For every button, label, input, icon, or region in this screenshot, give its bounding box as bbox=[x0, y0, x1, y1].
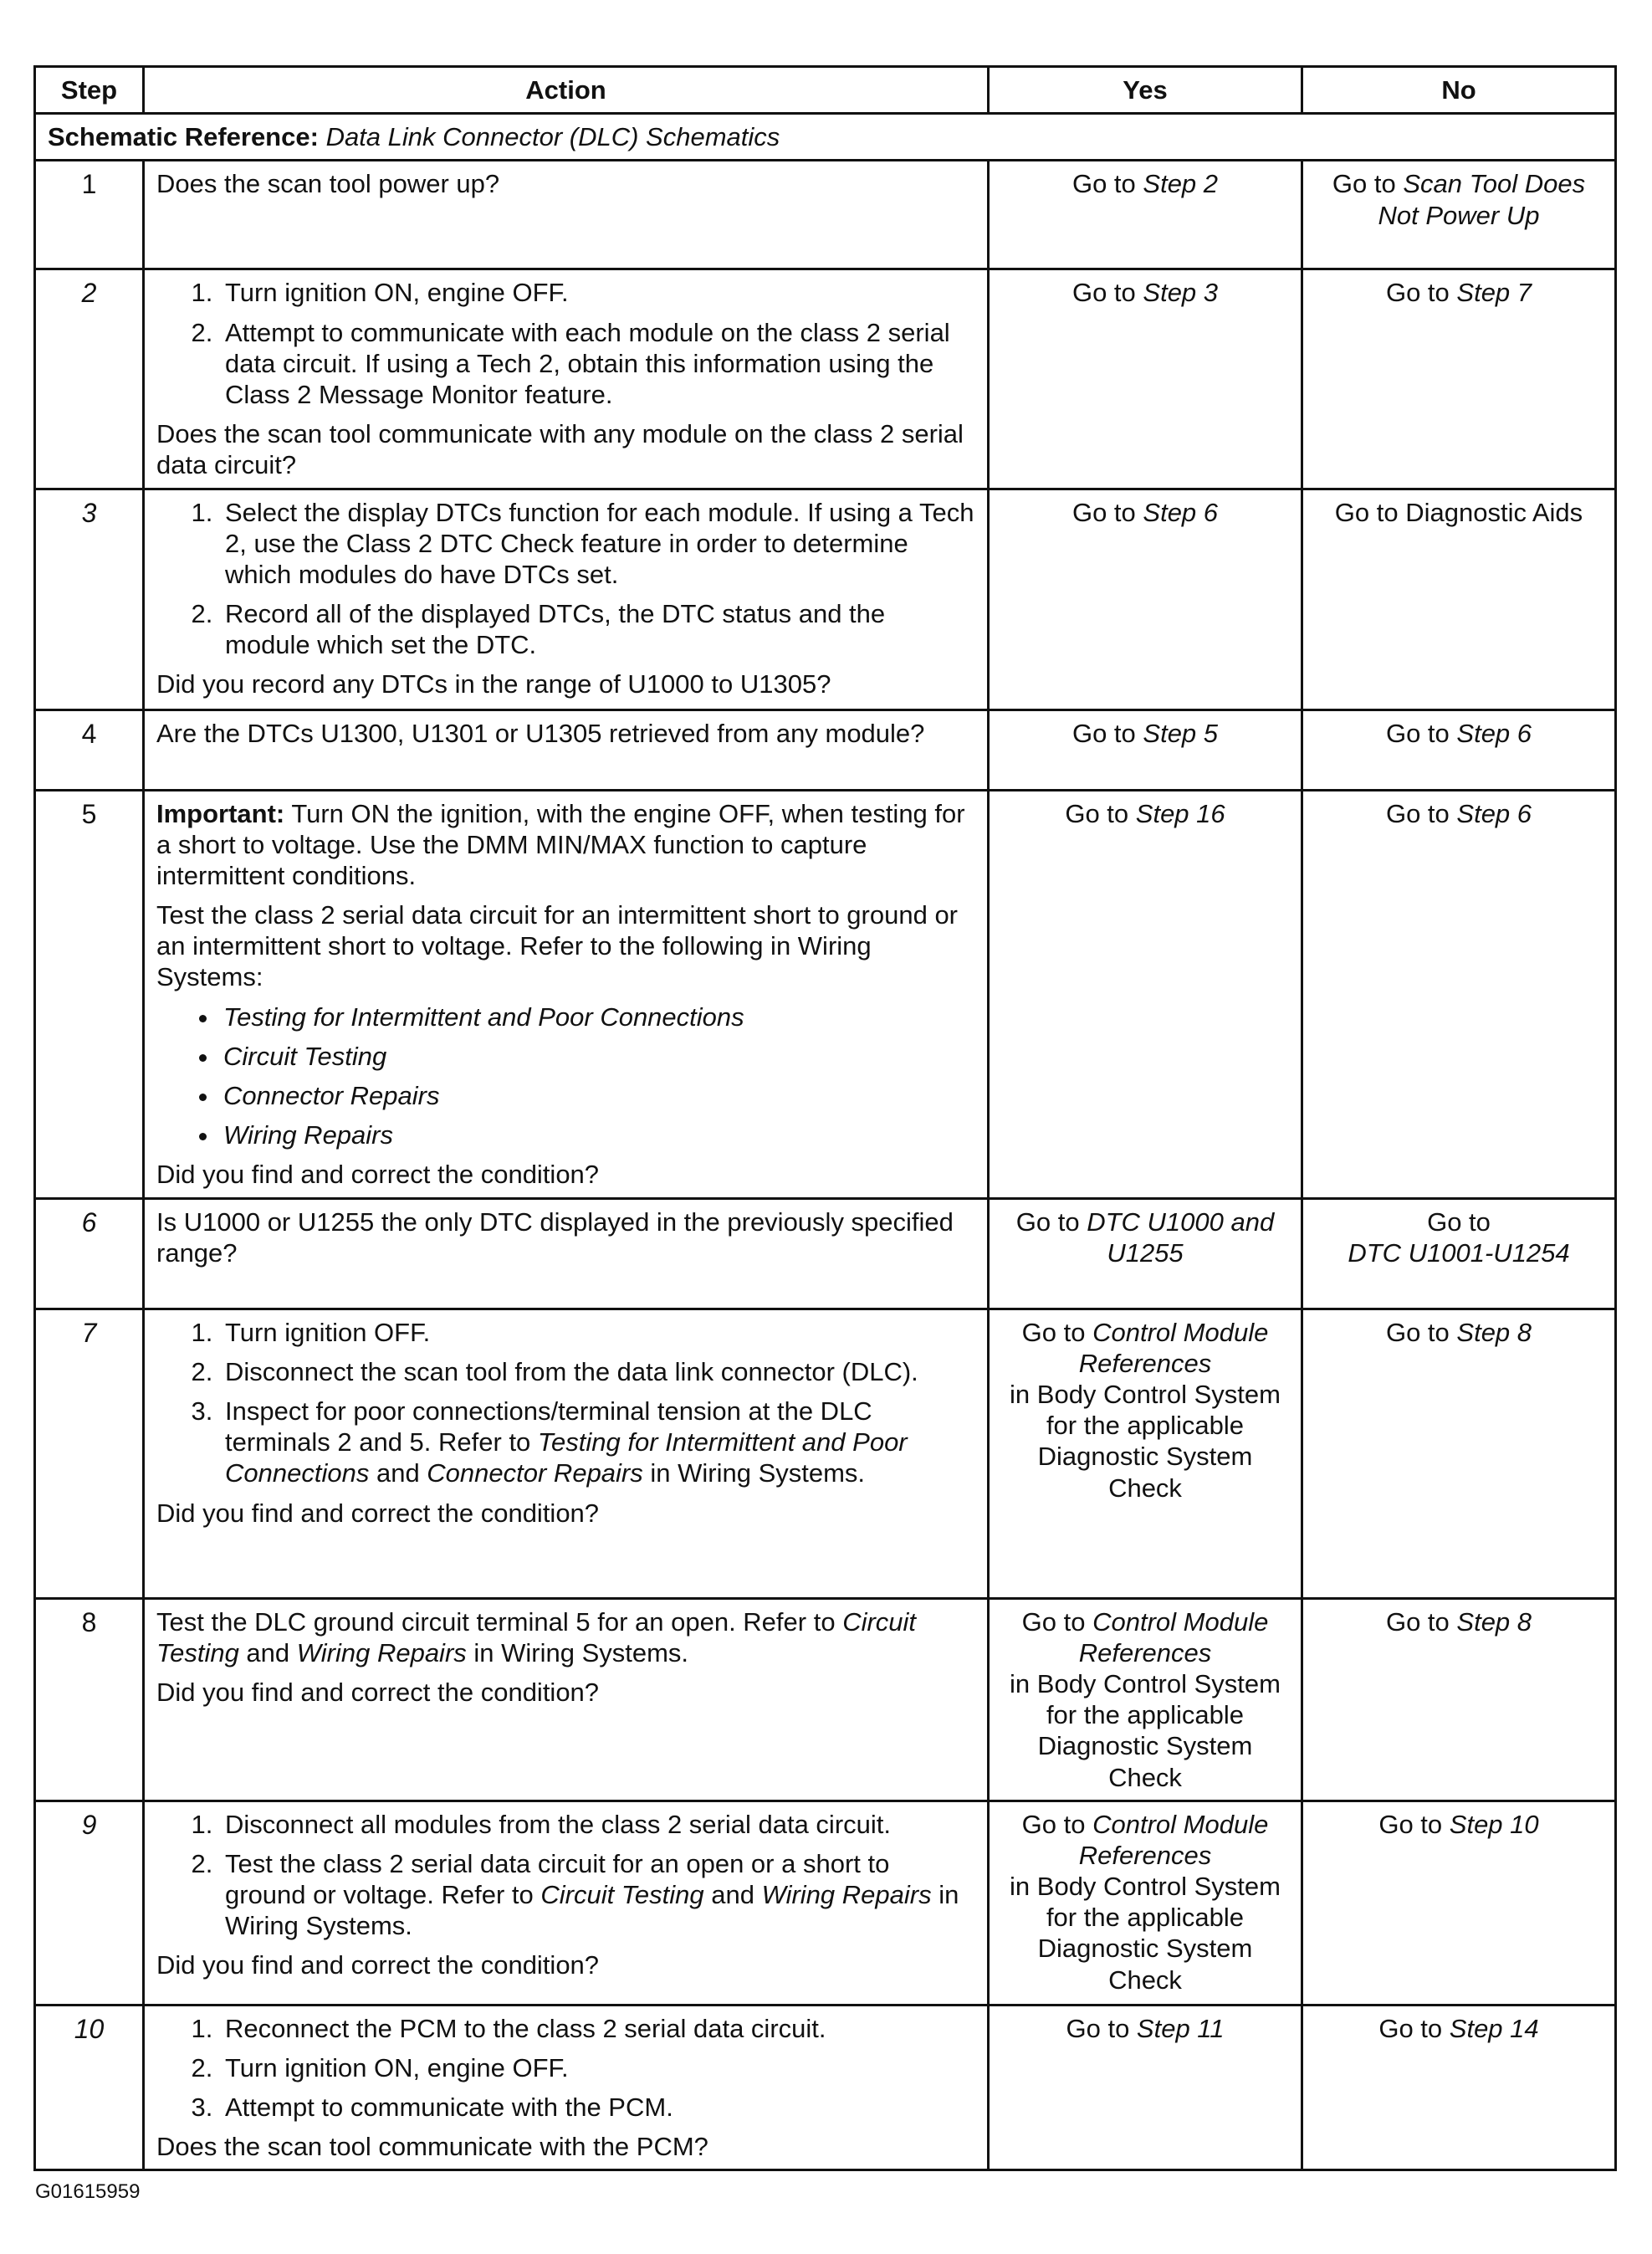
step-row-8 bbox=[35, 1598, 1616, 1801]
text-run: and bbox=[369, 1458, 427, 1488]
yes-suffix: in Body Control System for the applicable Diagnostic System Check bbox=[1010, 1872, 1281, 1995]
yes-cell bbox=[989, 1309, 1302, 1598]
schematic-reference bbox=[35, 114, 1616, 161]
yes-prefix: Go to bbox=[1071, 169, 1143, 199]
step-number: 7 bbox=[35, 1309, 144, 1598]
yes-cell bbox=[989, 1198, 1302, 1309]
header-step: Step bbox=[35, 67, 144, 114]
text-run: Test the class 2 serial data circuit for an open or a short to ground or voltage. Refer to bbox=[225, 1848, 890, 1910]
list-item: 1. Turn ignition ON, engine OFF. bbox=[220, 277, 975, 308]
no-prefix: Go to bbox=[1385, 1317, 1457, 1347]
reference-link-text: Connector Repairs bbox=[427, 1458, 643, 1488]
diagnostic-table bbox=[33, 65, 1617, 2171]
no-cell: Go to Diagnostic Aids bbox=[1302, 489, 1616, 709]
question: Does the scan tool communicate with the PCM? bbox=[156, 2132, 708, 2162]
schematic-value: Data Link Connector (DLC) Schematics bbox=[325, 122, 780, 152]
text-run: and bbox=[703, 1880, 762, 1910]
no-target: Step 7 bbox=[1456, 278, 1532, 308]
no-prefix: Go to bbox=[1385, 1606, 1457, 1637]
text-run: Inspect for poor connections/terminal tension at the DLC terminals 2 and 5. Refer to bbox=[225, 1396, 872, 1457]
yes-cell bbox=[989, 2005, 1302, 2170]
header-no: No bbox=[1302, 67, 1616, 114]
text-run: in Wiring Systems. bbox=[225, 1880, 959, 1941]
yes-target: Step 2 bbox=[1143, 169, 1219, 199]
yes-cell bbox=[989, 1801, 1302, 2005]
no-target: Scan Tool Does Not Power Up bbox=[1378, 169, 1586, 230]
action-cell bbox=[144, 790, 989, 1198]
action-list bbox=[156, 1317, 975, 1489]
no-cell bbox=[1302, 269, 1616, 489]
reference-link-text: Circuit Testing bbox=[156, 1606, 917, 1667]
no-cell bbox=[1302, 1198, 1616, 1309]
yes-target: Control Module References bbox=[1078, 1809, 1269, 1870]
yes-target: Control Module References bbox=[1078, 1606, 1269, 1667]
yes-prefix: Go to bbox=[1021, 1606, 1093, 1637]
step-row-5 bbox=[35, 790, 1616, 1198]
text-run: and bbox=[238, 1637, 297, 1667]
no-target: Step 8 bbox=[1456, 1317, 1532, 1347]
no-cell bbox=[1302, 1309, 1616, 1598]
step-number: 9 bbox=[35, 1801, 144, 2005]
step-row-2 bbox=[35, 269, 1616, 489]
no-target: Step 8 bbox=[1456, 1606, 1532, 1637]
action-cell bbox=[144, 1801, 989, 2005]
action-cell bbox=[144, 709, 989, 790]
schematic-reference-row bbox=[35, 114, 1616, 161]
step-number: 5 bbox=[35, 790, 144, 1198]
yes-cell bbox=[989, 269, 1302, 489]
question: Does the scan tool power up? bbox=[156, 169, 500, 199]
list-item bbox=[220, 1848, 975, 1942]
step-row-6 bbox=[35, 1198, 1616, 1309]
action-list bbox=[156, 277, 975, 410]
yes-prefix: Go to bbox=[1021, 1809, 1093, 1839]
header-yes: Yes bbox=[989, 67, 1302, 114]
yes-target: Step 11 bbox=[1136, 2013, 1225, 2043]
reference-link-text: Wiring Repairs bbox=[296, 1637, 467, 1667]
list-item: 2. Record all of the displayed DTCs, the DTC status and the module which set the DTC. bbox=[220, 598, 975, 660]
list-item: • Circuit Testing bbox=[220, 1041, 975, 1072]
action-cell bbox=[144, 2005, 989, 2170]
question: Did you record any DTCs in the range of U1000 to U1305? bbox=[156, 669, 831, 699]
question: Is U1000 or U1255 the only DTC displayed in the previously specified range? bbox=[156, 1206, 954, 1268]
no-prefix: Go to bbox=[1385, 798, 1457, 828]
step-number: 4 bbox=[35, 709, 144, 790]
list-item: 1. Disconnect all modules from the class 2 serial data circuit. bbox=[220, 1809, 975, 1840]
step-row-4 bbox=[35, 709, 1616, 790]
header-action: Action bbox=[144, 67, 989, 114]
yes-prefix: Go to bbox=[1071, 278, 1143, 308]
list-item: 1. Select the display DTCs function for each module. If using a Tech 2, use the Class 2 DTC Check feature in order to determine which modules do have DTCs set. bbox=[220, 497, 975, 591]
step-number: 6 bbox=[35, 1198, 144, 1309]
schematic-label: Schematic Reference: bbox=[48, 122, 319, 152]
question: Did you find and correct the condition? bbox=[156, 1160, 600, 1190]
step-row-7 bbox=[35, 1309, 1616, 1598]
no-prefix: Go to bbox=[1332, 169, 1404, 199]
yes-target: Step 16 bbox=[1135, 798, 1225, 828]
yes-cell bbox=[989, 161, 1302, 269]
reference-list bbox=[156, 1001, 975, 1151]
question: Did you find and correct the condition? bbox=[156, 1950, 600, 1980]
action-cell bbox=[144, 489, 989, 709]
important-note bbox=[156, 798, 975, 892]
step-row-1 bbox=[35, 161, 1616, 269]
text-run: in Wiring Systems. bbox=[466, 1637, 689, 1667]
yes-cell bbox=[989, 790, 1302, 1198]
yes-target: DTC U1000 and U1255 bbox=[1087, 1206, 1275, 1268]
yes-suffix: in Body Control System for the applicable Diagnostic System Check bbox=[1010, 1668, 1281, 1792]
yes-suffix: in Body Control System for the applicable Diagnostic System Check bbox=[1010, 1379, 1281, 1503]
list-item: • Testing for Intermittent and Poor Connections bbox=[220, 1001, 975, 1032]
important-label: Important: bbox=[156, 798, 285, 828]
no-prefix: Go to bbox=[1385, 718, 1457, 748]
list-item: 2. Turn ignition ON, engine OFF. bbox=[220, 2052, 975, 2083]
list-item: 1. Reconnect the PCM to the class 2 serial data circuit. bbox=[220, 2013, 975, 2044]
yes-target: Step 3 bbox=[1143, 278, 1219, 308]
list-item: 2. Disconnect the scan tool from the data link connector (DLC). bbox=[220, 1356, 975, 1387]
reference-link-text: Circuit Testing bbox=[540, 1880, 704, 1910]
action-list bbox=[156, 2013, 975, 2123]
step-row-10 bbox=[35, 2005, 1616, 2170]
no-target: Step 10 bbox=[1449, 1809, 1539, 1839]
step-row-9 bbox=[35, 1801, 1616, 2005]
header-row bbox=[35, 67, 1616, 114]
no-prefix: Go to bbox=[1385, 278, 1457, 308]
no-prefix: Go to bbox=[1378, 1809, 1450, 1839]
yes-cell bbox=[989, 709, 1302, 790]
action-cell bbox=[144, 1198, 989, 1309]
yes-target: Control Module References bbox=[1078, 1317, 1269, 1378]
yes-prefix: Go to bbox=[1065, 798, 1136, 828]
yes-cell bbox=[989, 489, 1302, 709]
text-run: in Wiring Systems. bbox=[642, 1458, 866, 1488]
no-cell bbox=[1302, 2005, 1616, 2170]
action-cell bbox=[144, 1309, 989, 1598]
yes-prefix: Go to bbox=[1071, 497, 1143, 527]
no-target: DTC U1001-U1254 bbox=[1348, 1237, 1570, 1268]
question: Did you find and correct the condition? bbox=[156, 1677, 600, 1707]
question: Did you find and correct the condition? bbox=[156, 1498, 600, 1528]
action-cell bbox=[144, 269, 989, 489]
yes-prefix: Go to bbox=[1071, 718, 1143, 748]
yes-cell bbox=[989, 1598, 1302, 1801]
no-cell bbox=[1302, 709, 1616, 790]
yes-target: Step 6 bbox=[1143, 497, 1219, 527]
action-list bbox=[156, 497, 975, 661]
step-number: 3 bbox=[35, 489, 144, 709]
no-cell bbox=[1302, 790, 1616, 1198]
question: Does the scan tool communicate with any module on the class 2 serial data circuit? bbox=[156, 419, 964, 480]
list-item bbox=[220, 1396, 975, 1489]
step-number: 8 bbox=[35, 1598, 144, 1801]
no-cell bbox=[1302, 161, 1616, 269]
reference-link-text: Wiring Repairs bbox=[761, 1880, 932, 1910]
no-prefix: Go to bbox=[1378, 2013, 1450, 2043]
action-cell bbox=[144, 1598, 989, 1801]
step-number: 1 bbox=[35, 161, 144, 269]
list-item: • Connector Repairs bbox=[220, 1080, 975, 1111]
list-item: 2. Attempt to communicate with each module on the class 2 serial data circuit. If using a Tech 2, obtain this information using the Class 2 Message Monitor feature. bbox=[220, 317, 975, 411]
important-text: Turn ON the ignition, with the engine OFF, when testing for a short to voltage. Use the DMM MIN/MAX function to capture intermittent conditions. bbox=[156, 798, 965, 890]
step-number: 2 bbox=[35, 269, 144, 489]
yes-prefix: Go to bbox=[1066, 2013, 1137, 2043]
no-target: Step 6 bbox=[1456, 798, 1532, 828]
reference-link-text: Testing for Intermittent and Poor Connections bbox=[225, 1427, 908, 1488]
action-cell bbox=[144, 161, 989, 269]
list-item: 3. Attempt to communicate with the PCM. bbox=[220, 2092, 975, 2123]
step-number: 10 bbox=[35, 2005, 144, 2170]
step-row-3 bbox=[35, 489, 1616, 709]
list-item: 1. Turn ignition OFF. bbox=[220, 1317, 975, 1348]
test-instructions: Test the class 2 serial data circuit for an intermittent short to ground or an intermittent short to voltage. Refer to the following in Wiring Systems: bbox=[156, 900, 959, 992]
figure-code: G01615959 bbox=[35, 2180, 141, 2203]
no-target: Step 6 bbox=[1456, 718, 1532, 748]
no-target: Step 14 bbox=[1449, 2013, 1539, 2043]
yes-prefix: Go to bbox=[1021, 1317, 1093, 1347]
no-cell bbox=[1302, 1801, 1616, 2005]
yes-target: Step 5 bbox=[1143, 718, 1219, 748]
test-instructions bbox=[156, 1606, 975, 1668]
action-list bbox=[156, 1809, 975, 1942]
question: Are the DTCs U1300, U1301 or U1305 retrieved from any module? bbox=[156, 718, 925, 748]
text-run: Test the DLC ground circuit terminal 5 for an open. Refer to bbox=[156, 1606, 843, 1637]
yes-prefix: Go to bbox=[1015, 1206, 1087, 1237]
no-cell bbox=[1302, 1598, 1616, 1801]
no-prefix: Go to bbox=[1427, 1206, 1491, 1237]
list-item: • Wiring Repairs bbox=[220, 1119, 975, 1150]
